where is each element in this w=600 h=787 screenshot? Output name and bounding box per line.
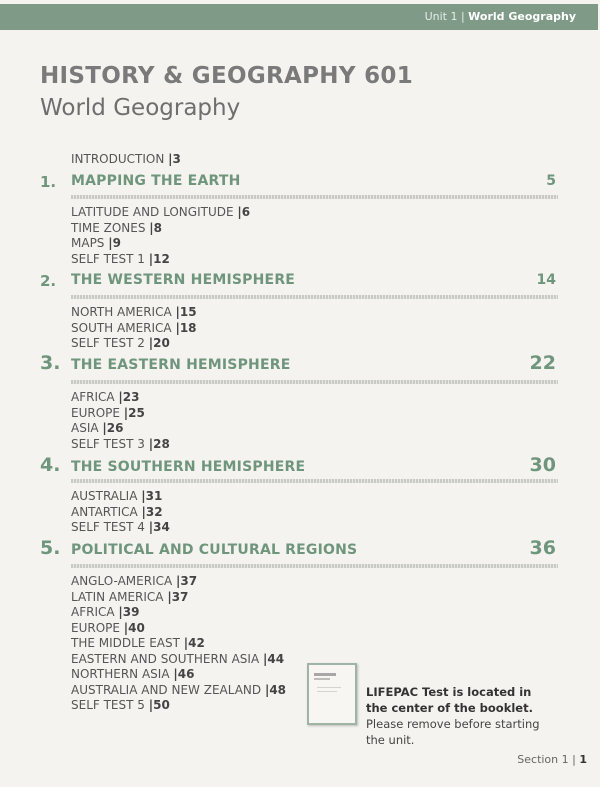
toc-item-label: LATIN AMERICA [71, 589, 168, 604]
toc-item-label: SELF TEST 2 [71, 336, 149, 350]
toc-item-label: LATITUDE AND LONGITUDE [71, 205, 238, 219]
toc-item-label: SELF TEST 1 [71, 251, 149, 266]
toc-item [71, 652, 286, 668]
booklet-thumbnail [307, 663, 357, 725]
toc-item [71, 336, 197, 352]
toc-item-page: |12 [148, 251, 170, 266]
lesson-divider [71, 380, 558, 384]
toc-item-page: |34 [148, 520, 170, 534]
toc-item-page: |31 [141, 489, 163, 503]
toc-item-page: |25 [123, 405, 145, 420]
toc-item-page: |28 [148, 436, 170, 451]
toc-item-label: SELF TEST 4 [71, 520, 149, 534]
toc-item-label: EUROPE [71, 620, 124, 635]
toc-item-label: EASTERN AND SOUTHERN ASIA [71, 651, 263, 666]
lesson-title: THE SOUTHERN HEMISPHERE [71, 459, 306, 475]
lesson-page-number: 36 [529, 537, 556, 559]
toc-item-label: SELF TEST 3 [71, 436, 149, 451]
toc-item-label: THE MIDDLE EAST [71, 636, 184, 650]
toc-item-page: |23 [118, 390, 140, 404]
toc-item-label: NORTHERN ASIA [71, 667, 174, 681]
toc-item-page: |37 [176, 574, 198, 588]
toc-item-page: |50 [148, 698, 170, 712]
lesson-page-number: 5 [546, 173, 556, 189]
lesson-page-number: 22 [529, 352, 556, 374]
toc-item-page: |44 [263, 651, 285, 666]
toc-item-page: |26 [102, 421, 124, 435]
toc-item [71, 205, 250, 221]
toc-item-label: ASIA [71, 421, 103, 435]
lesson-divider [71, 195, 558, 199]
footer-page-number: 1 [579, 753, 587, 766]
toc-item-label: SOUTH AMERICA [71, 320, 176, 335]
toc-item [71, 574, 286, 590]
lesson-number: 4. [40, 454, 61, 476]
toc-item-label: AFRICA [71, 605, 119, 619]
toc-item [71, 621, 286, 637]
lesson-items [71, 305, 197, 352]
lesson-number: 1. [40, 173, 57, 191]
page-subtitle: World Geography [40, 95, 241, 121]
lesson-page-number: 30 [529, 454, 556, 476]
toc-item-label: ANTARTICA [71, 504, 142, 519]
header-bar [0, 4, 598, 30]
toc-item [71, 636, 286, 652]
toc-item-page: |6 [237, 205, 251, 219]
toc-item-page: |40 [123, 620, 145, 635]
toc-item-label: SELF TEST 5 [71, 698, 149, 712]
toc-item [71, 406, 170, 422]
lesson-items [71, 205, 250, 267]
lesson-divider [71, 295, 558, 299]
toc-item [71, 305, 197, 321]
toc-item [71, 698, 286, 714]
page-title: HISTORY & GEOGRAPHY 601 [40, 63, 414, 89]
lesson-title: MAPPING THE EARTH [71, 173, 241, 189]
toc-item-page: |39 [118, 605, 140, 619]
lesson-divider [71, 564, 558, 568]
lesson-page-number: 14 [536, 272, 556, 288]
toc-item [71, 236, 250, 252]
introduction-page: |3 [168, 152, 181, 166]
lesson-divider [71, 479, 558, 483]
toc-item-page: |37 [167, 589, 189, 604]
introduction-label: INTRODUCTION [71, 152, 169, 166]
toc-item-label: MAPS [71, 236, 109, 250]
toc-item [71, 683, 286, 699]
toc-item-label: AUSTRALIA AND NEW ZEALAND [71, 682, 265, 697]
toc-item-page: |9 [108, 236, 121, 250]
unit-label [425, 10, 576, 23]
toc-item-label: EUROPE [71, 405, 124, 420]
toc-item-page: |20 [148, 336, 170, 350]
toc-item [71, 489, 170, 505]
toc-item [71, 321, 197, 337]
lesson-items [71, 489, 170, 536]
footer-section: Section 1 | [517, 753, 576, 766]
unit-number: Unit 1 | [424, 10, 465, 23]
toc-item-page: |46 [173, 667, 195, 681]
toc-item [71, 520, 170, 536]
toc-item-label: AUSTRALIA [71, 489, 142, 503]
toc-item-page: |18 [175, 320, 197, 335]
toc-introduction [71, 152, 181, 166]
toc-item-page: |8 [149, 220, 163, 235]
toc-item [71, 605, 286, 621]
toc-item-page: |42 [183, 636, 205, 650]
lesson-title: THE EASTERN HEMISPHERE [71, 357, 291, 373]
unit-title: World Geography [468, 10, 576, 23]
note-bold: LIFEPAC Test is located in the center of the booklet. [366, 685, 533, 715]
note-text: Please remove before starting the unit. [366, 717, 540, 747]
toc-item [71, 421, 170, 437]
toc-item [71, 437, 170, 453]
toc-item [71, 221, 250, 237]
lesson-number: 3. [40, 352, 61, 374]
toc-item [71, 590, 286, 606]
lesson-items [71, 390, 170, 452]
lesson-items [71, 574, 286, 714]
lesson-number: 5. [40, 537, 61, 559]
lifepac-test-note [366, 684, 556, 748]
toc-item [71, 252, 250, 268]
lesson-title: POLITICAL AND CULTURAL REGIONS [71, 542, 358, 558]
toc-item-page: |15 [175, 305, 197, 319]
toc-item-page: |32 [141, 504, 163, 519]
lesson-number: 2. [40, 272, 57, 290]
toc-item-label: ANGLO-AMERICA [71, 574, 177, 588]
toc-item [71, 667, 286, 683]
toc-item-label: AFRICA [71, 390, 119, 404]
toc-item [71, 390, 170, 406]
toc-item [71, 505, 170, 521]
toc-item-page: |48 [264, 682, 287, 697]
toc-item-label: NORTH AMERICA [71, 305, 176, 319]
lesson-title: THE WESTERN HEMISPHERE [71, 272, 296, 288]
page-footer [517, 753, 587, 766]
toc-item-label: TIME ZONES [71, 220, 150, 235]
